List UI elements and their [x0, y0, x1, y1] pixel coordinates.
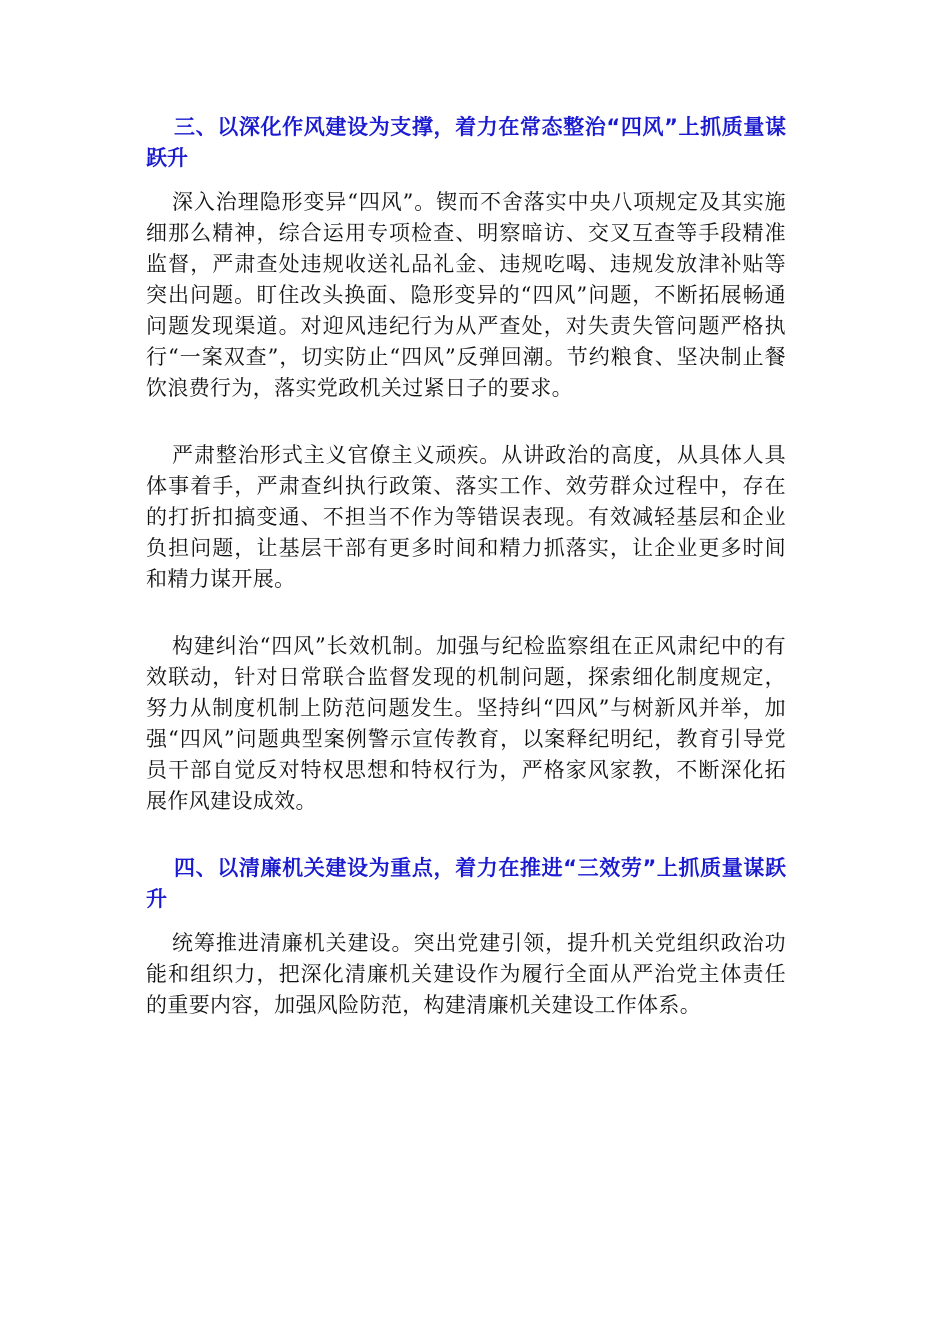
paragraph-long-term-mechanism: 构建纠治“四风”长效机制。加强与纪检监察组在正风肃纪中的有效联动，针对日常联合监督发现的机制问题，探索细化制度规定，努力从制度机制上防范问题发生。坚持纠“四风”与树新风并举，加强“四风”问题典型案例警示宣传教育，以案释纪明纪，教育引导党员干部自觉反对特权思想和特权行为，严格家风家教，不断深化拓展作风建设成效。 — [146, 634, 786, 813]
paragraph-formalism: 严肃整治形式主义官僚主义顽疾。从讲政治的高度，从具体人具体事着手，严肃查纠执行政策、落实工作、效劳群众过程中，存在的打折扣搞变通、不担当不作为等错误表现。有效减轻基层和企业负担问题，让基层干部有更多时间和精力抓落实，让企业更多时间和精力谋开展。 — [146, 443, 786, 591]
spacer — [146, 404, 786, 440]
document-page — [146, 112, 786, 1021]
spacer — [146, 174, 786, 187]
spacer — [146, 915, 786, 928]
spacer — [146, 595, 786, 631]
section-heading-3: 三、以深化作风建设为支撑，着力在常态整治“四风”上抓质量谋跃升 — [146, 115, 786, 170]
section-heading-4: 四、以清廉机关建设为重点，着力在推进“三效劳”上抓质量谋跃升 — [146, 856, 786, 911]
paragraph-clean-organs: 统筹推进清廉机关建设。突出党建引领，提升机关党组织政治功能和组织力，把深化清廉机关建设作为履行全面从严治党主体责任的重要内容，加强风险防范，构建清廉机关建设工作体系。 — [146, 931, 786, 1017]
spacer — [146, 817, 786, 853]
paragraph-four-winds-hidden: 深入治理隐形变异“四风”。锲而不舍落实中央八项规定及其实施细那么精神，综合运用专项检查、明察暗访、交叉互查等手段精准监督，严肃查处违规收送礼品礼金、违规吃喝、违规发放津补贴等突出问题。盯住改头换面、隐形变异的“四风”问题，不断拓展畅通问题发现渠道。对迎风违纪行为从严查处，对失责失管问题严格执行“一案双查”，切实防止“四风”反弹回潮。节约粮食、坚决制止餐饮浪费行为，落实党政机关过紧日子的要求。 — [146, 190, 786, 400]
